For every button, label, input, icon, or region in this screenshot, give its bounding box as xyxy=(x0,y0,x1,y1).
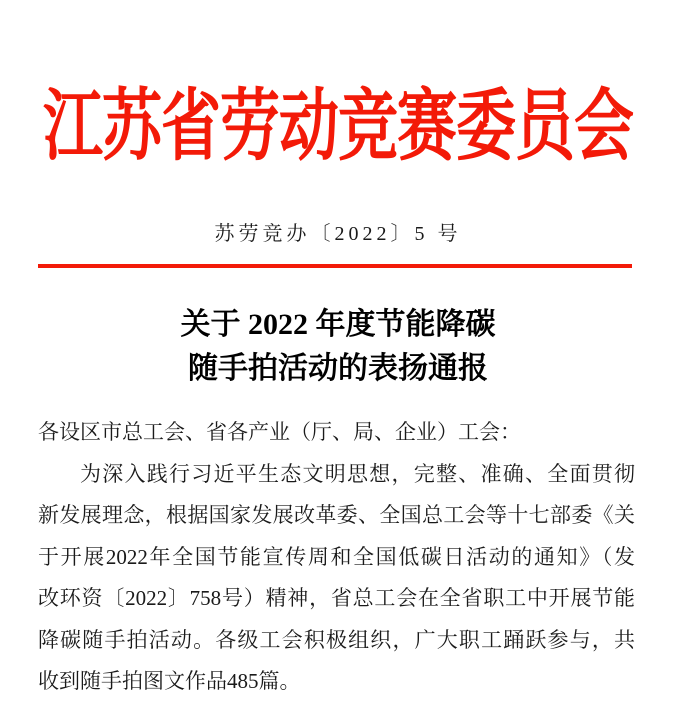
body-text xyxy=(38,412,635,703)
paragraph-last-line: 收到随手拍图文作品485篇。 xyxy=(38,669,301,693)
paragraph-line: 新发展理念，根据国家发展改革委、全国总工会等十七部委《关 xyxy=(38,503,635,527)
doc-title xyxy=(0,303,676,391)
salutation-line: 各设区市总工会、省各产业（厅、局、企业）工会： xyxy=(38,420,521,444)
doc-title-line-1: 关于 2022 年度节能降碳 xyxy=(180,308,496,341)
doc-title-line-2: 随手拍活动的表扬通报 xyxy=(188,352,488,385)
org-masthead xyxy=(0,83,676,170)
doc-number: 苏劳竞办〔2022〕5 号 xyxy=(214,223,462,245)
org-title: 江苏省劳动竞赛委员会 xyxy=(43,83,633,170)
paragraph-line: 降碳随手拍活动。各级工会积极组织，广大职工踊跃参与，共 xyxy=(38,627,635,652)
paragraph-line: 改环资〔2022〕758号）精神，省总工会在全省职工中开展节能 xyxy=(38,586,635,610)
paragraph-line: 于开展2022年全国节能宣传周和全国低碳日活动的通知》（发 xyxy=(38,544,635,569)
red-separator-rule xyxy=(38,264,632,268)
paragraph-line: 为深入践行习近平生态文明思想，完整、准确、全面贯彻 xyxy=(80,461,635,486)
